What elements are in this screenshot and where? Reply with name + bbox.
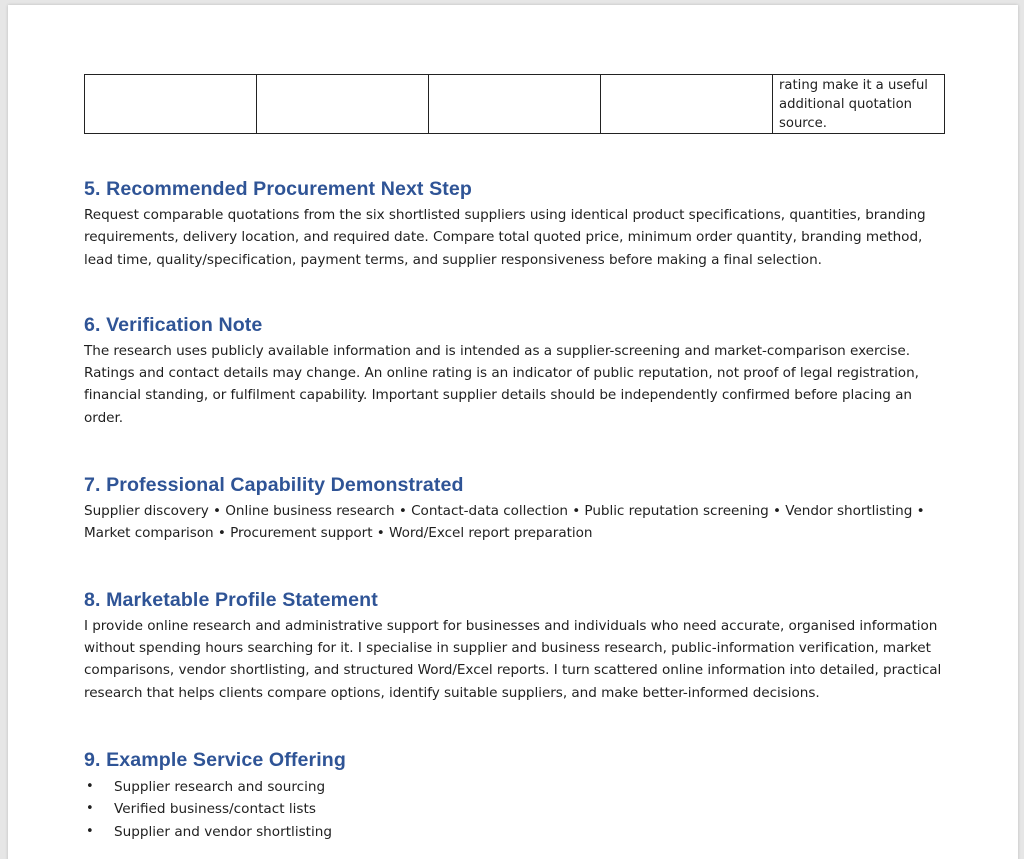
table-cell bbox=[601, 75, 773, 134]
list-item bbox=[84, 776, 954, 799]
table-cell bbox=[85, 75, 257, 134]
section-body: I provide online research and administrative support for businesses and individuals who need accurate, organised information without spending hours searching for it. I specialise in supplier and business research, public-information verification, market comparisons, vendor shortlisting, and structured Word/Excel reports. I turn scattered online information into detailed, practical research that helps clients compare options, identify suitable suppliers, and make better-informed decisions. bbox=[84, 617, 942, 701]
section-body: The research uses publicly available information and is intended as a supplier-screening and market-comparison exercise. Ratings and contact details may change. An online rating is an indicator of public reputation, not proof of legal registration, financial standing, or fulfilment capability. Important supplier details should be independently confirmed before placing an order. bbox=[84, 342, 919, 426]
supplier-table-fragment bbox=[84, 74, 945, 134]
list-item-label: Verified business/contact lists bbox=[114, 801, 316, 818]
document-page bbox=[8, 5, 1018, 859]
list-item bbox=[84, 798, 954, 821]
list-item-label: Supplier research and sourcing bbox=[114, 778, 326, 795]
list-item bbox=[84, 821, 954, 844]
section-professional-capability bbox=[84, 473, 954, 545]
table-row bbox=[85, 75, 945, 134]
section-heading: 7. Professional Capability Demonstrated bbox=[84, 474, 464, 497]
section-body: Supplier discovery • Online business research • Contact-data collection • Public reputation screening • Vendor shortlisting • Market comparison • Procurement support • Word/Excel report preparation bbox=[84, 503, 925, 542]
section-verification-note bbox=[84, 313, 954, 429]
bullet-icon: • bbox=[86, 801, 94, 817]
list-item-label: Supplier and vendor shortlisting bbox=[114, 824, 333, 841]
section-heading: 9. Example Service Offering bbox=[84, 748, 346, 771]
section-profile-statement bbox=[84, 588, 954, 704]
section-heading: 8. Marketable Profile Statement bbox=[84, 588, 378, 611]
table-cell bbox=[429, 75, 601, 134]
section-service-offering bbox=[84, 748, 954, 844]
section-procurement-next-step bbox=[84, 177, 954, 271]
section-heading: 6. Verification Note bbox=[84, 313, 263, 336]
bullet-icon: • bbox=[86, 778, 94, 794]
section-body: Request comparable quotations from the six shortlisted suppliers using identical product specifications, quantities, branding requirements, delivery location, and required date. Compare total quoted price, minimum order quantity, branding method, lead time, quality/specification, payment terms, and supplier responsiveness before making a final selection. bbox=[84, 207, 926, 268]
table-cell bbox=[257, 75, 429, 134]
section-heading: 5. Recommended Procurement Next Step bbox=[84, 178, 472, 200]
page-content bbox=[84, 74, 954, 844]
table-cell-notes: rating make it a useful additional quotation source. bbox=[773, 75, 945, 134]
service-list bbox=[84, 776, 954, 844]
bullet-icon: • bbox=[86, 824, 94, 840]
